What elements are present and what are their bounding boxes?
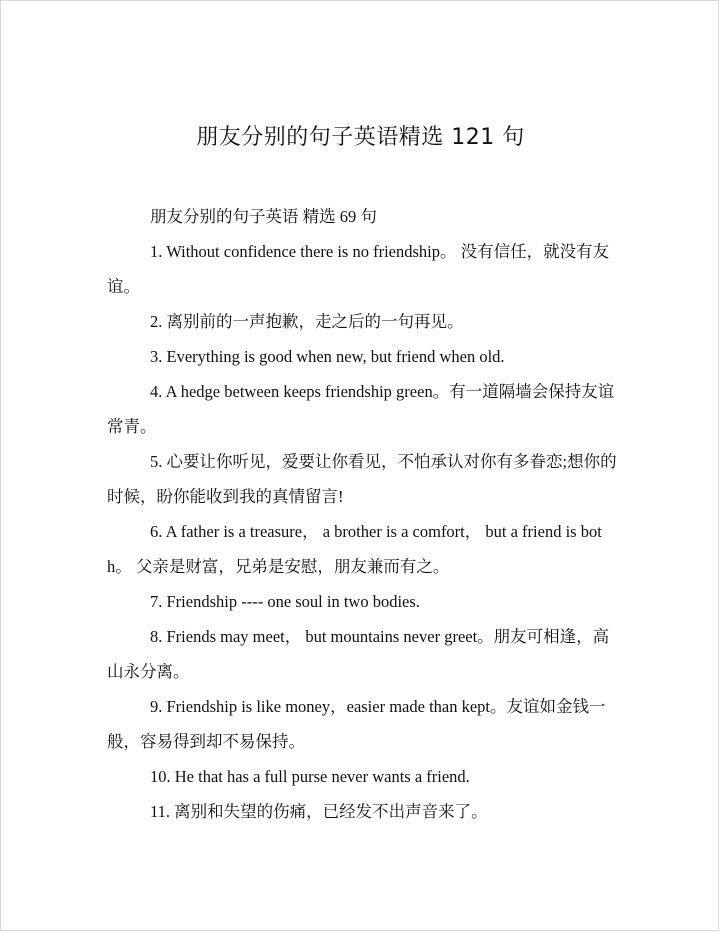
paragraph-item-10: 10. He that has a full purse never wants a friend. [150,767,470,786]
paragraph-item-4: 4. A hedge between keeps friendship green。有一道隔墙会保持友谊常青。 [107,382,615,436]
paragraph-intro: 朋友分别的句子英语 精选 69 句 [150,207,377,226]
document-body [107,199,617,829]
paragraph-item-9: 9. Friendship is like money，easier made than kept。友谊如金钱一般，容易得到却不易保持。 [107,697,606,751]
paragraph-item-8: 8. Friends may meet， but mountains never greet。朋友可相逢，高山永分离。 [107,627,610,681]
paragraph-item-6: 6. A father is a treasure， a brother is a comfort， but a friend is both。 父亲是财富，兄弟是安慰，朋友兼而有之。 [107,522,602,576]
document-title: 朋友分别的句子英语精选 121 句 [196,125,525,150]
paragraph-item-7: 7. Friendship ---- one soul in two bodies. [150,592,420,611]
paragraph-item-1: 1. Without confidence there is no friendship。 没有信任，就没有友谊。 [107,242,610,296]
paragraph-item-3: 3. Everything is good when new, but friend when old. [150,347,505,366]
paragraph-item-5: 5. 心要让你听见，爱要让你看见，不怕承认对你有多眷恋;想你的时候，盼你能收到我的真情留言! [107,452,617,506]
paragraph-item-11: 11. 离别和失望的伤痛，已经发不出声音来了。 [150,802,488,821]
paragraph-item-2: 2. 离别前的一声抱歉，走之后的一句再见。 [150,312,464,331]
